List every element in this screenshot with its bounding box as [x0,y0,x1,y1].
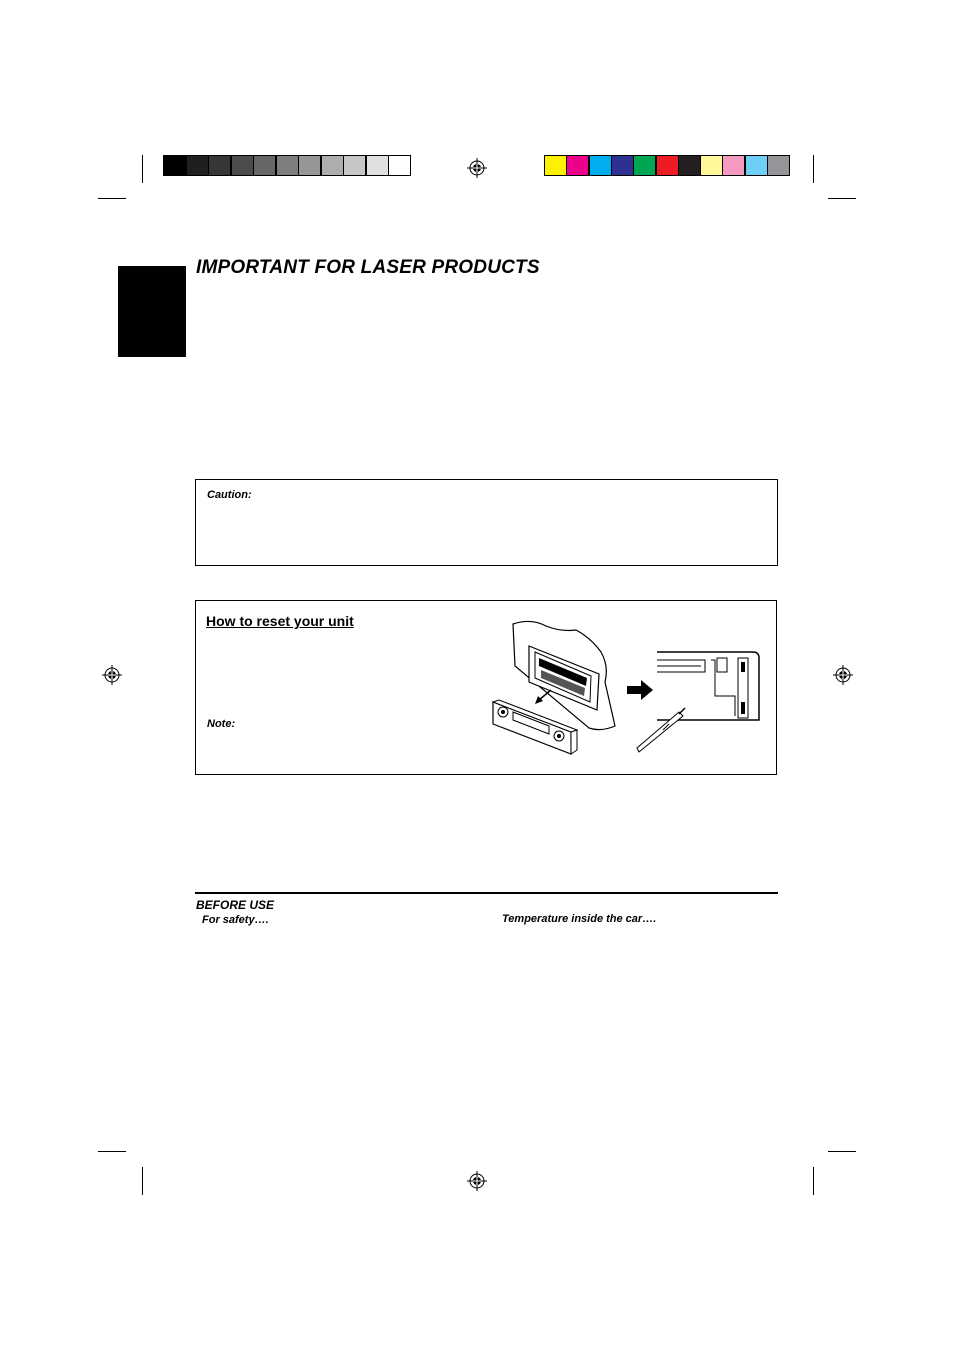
calibration-swatch [544,155,567,176]
calibration-swatch [208,155,231,176]
calibration-swatch [163,155,186,176]
caution-label: Caution: [207,489,252,501]
crop-mark [813,155,814,183]
reset-box [195,600,777,775]
registration-mark-icon [467,158,487,178]
reset-heading: How to reset your unit [206,613,354,629]
crop-mark [142,1167,143,1195]
calibration-swatch [767,155,790,176]
language-tab [118,266,186,357]
crop-mark [813,1167,814,1195]
calibration-swatch [186,155,209,176]
calibration-swatch [298,155,321,176]
crop-mark [828,1151,856,1152]
calibration-swatch [589,155,612,176]
before-use-heading: BEFORE USE [196,898,275,912]
calibration-swatch [566,155,589,176]
section-rule [195,892,778,894]
calibration-swatch [656,155,679,176]
registration-mark-icon [102,665,122,685]
reset-note-label: Note: [207,718,236,730]
calibration-swatch [343,155,366,176]
reset-illustration [491,616,766,761]
calibration-swatch [678,155,701,176]
calibration-swatch [366,155,389,176]
calibration-swatch [722,155,745,176]
for-safety-label: For safety…. [202,914,269,926]
calibration-swatch [633,155,656,176]
caution-box [195,479,778,566]
registration-mark-icon [467,1171,487,1191]
crop-mark [98,1151,126,1152]
crop-mark [98,198,126,199]
calibration-swatch [321,155,344,176]
page-title: IMPORTANT FOR LASER PRODUCTS [196,257,540,278]
calibration-swatch [253,155,276,176]
temperature-label: Temperature inside the car…. [502,913,657,925]
calibration-swatch [700,155,723,176]
crop-mark [828,198,856,199]
crop-mark [142,155,143,183]
calibration-swatch [611,155,634,176]
registration-mark-icon [833,665,853,685]
calibration-swatch [745,155,768,176]
calibration-swatch [231,155,254,176]
calibration-swatch [276,155,299,176]
calibration-swatch [388,155,411,176]
